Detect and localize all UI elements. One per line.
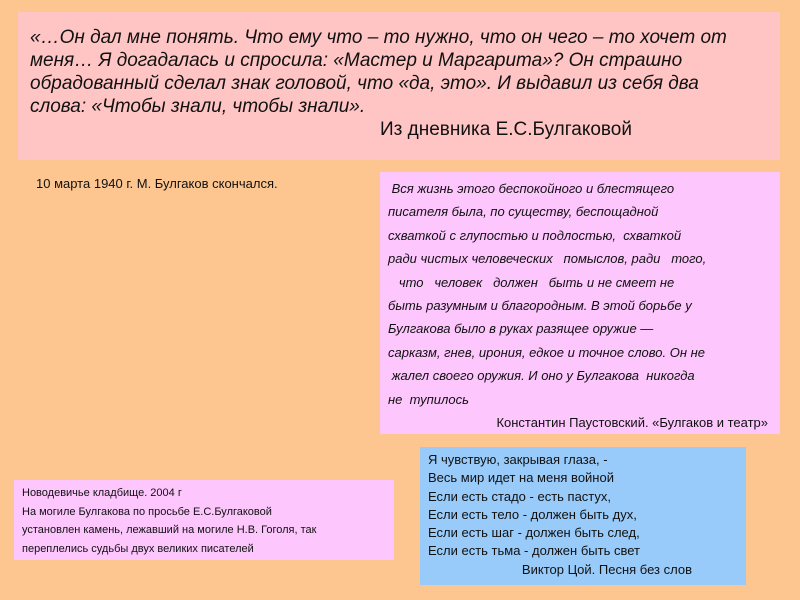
tsoi-lyrics-line: Я чувствую, закрывая глаза, - bbox=[428, 452, 608, 467]
paustovsky-quote-line: схваткой с глупостью и подлостью, схваткой bbox=[388, 227, 682, 243]
grave-note-line: Новодевичье кладбище. 2004 г bbox=[22, 487, 182, 499]
paustovsky-quote-box bbox=[380, 172, 780, 434]
paustovsky-quote-line: жалел своего оружия. И оно у Булгакова никогда bbox=[388, 368, 695, 384]
tsoi-lyrics-line: Весь мир идет на меня войной bbox=[428, 470, 614, 486]
diary-quote-line: слова: «Чтобы знали, чтобы знали». bbox=[30, 96, 366, 117]
diary-quote-line: обрадованный сделал знак головой, что «да, это». И выдавил из себя два bbox=[30, 73, 699, 94]
diary-quote-line: «…Он дал мне понять. Что ему что – то нужно, что он чего – то хочет от bbox=[30, 27, 727, 48]
tsoi-lyrics-line: Если есть тьма - должен быть свет bbox=[428, 543, 640, 559]
paustovsky-quote-line: писателя была, по существу, беспощадной bbox=[388, 204, 659, 220]
tsoi-lyrics-line: Если есть стадо - есть пастух, bbox=[428, 488, 612, 504]
diary-quote-box bbox=[18, 12, 780, 160]
death-date-note: 10 марта 1940 г. М. Булгаков скончался. bbox=[36, 176, 278, 191]
paustovsky-quote-source: Константин Паустовский. «Булгаков и театр» bbox=[496, 415, 768, 431]
paustovsky-quote-line: не тупилось bbox=[388, 391, 469, 407]
grave-note-box bbox=[14, 480, 394, 560]
tsoi-lyrics-line: Если есть тело - должен быть дух, bbox=[428, 506, 637, 522]
grave-note-line: На могиле Булгакова по просьбе Е.С.Булгаковой bbox=[22, 505, 272, 518]
tsoi-lyrics-line: Если есть шаг - должен быть след, bbox=[428, 525, 640, 541]
paustovsky-quote-line: Булгакова было в руках разящее оружие — bbox=[388, 321, 654, 337]
paustovsky-quote-line: Вся жизнь этого беспокойного и блестящего bbox=[388, 181, 675, 196]
paustovsky-quote-line: быть разумным и благородным. В этой борьбе у bbox=[388, 298, 692, 314]
diary-quote-source: Из дневника Е.С.Булгаковой bbox=[380, 119, 632, 140]
paustovsky-quote-line: ради чистых человеческих помыслов, ради того, bbox=[388, 251, 707, 267]
diary-quote-line: меня… Я догадалась и спросила: «Мастер и Маргарита»? Он страшно bbox=[30, 50, 683, 71]
paustovsky-quote-line: сарказм, гнев, ирония, едкое и точное слово. Он не bbox=[388, 344, 706, 360]
tsoi-lyrics-box bbox=[420, 447, 746, 585]
tsoi-lyrics-source: Виктор Цой. Песня без слов bbox=[521, 561, 692, 577]
grave-note-line: переплелись судьбы двух великих писателей bbox=[22, 542, 254, 555]
grave-note-line: установлен камень, лежавший на могиле Н.В. Гоголя, так bbox=[22, 524, 317, 536]
paustovsky-quote-line: что человек должен быть и не смеет не bbox=[388, 274, 675, 290]
